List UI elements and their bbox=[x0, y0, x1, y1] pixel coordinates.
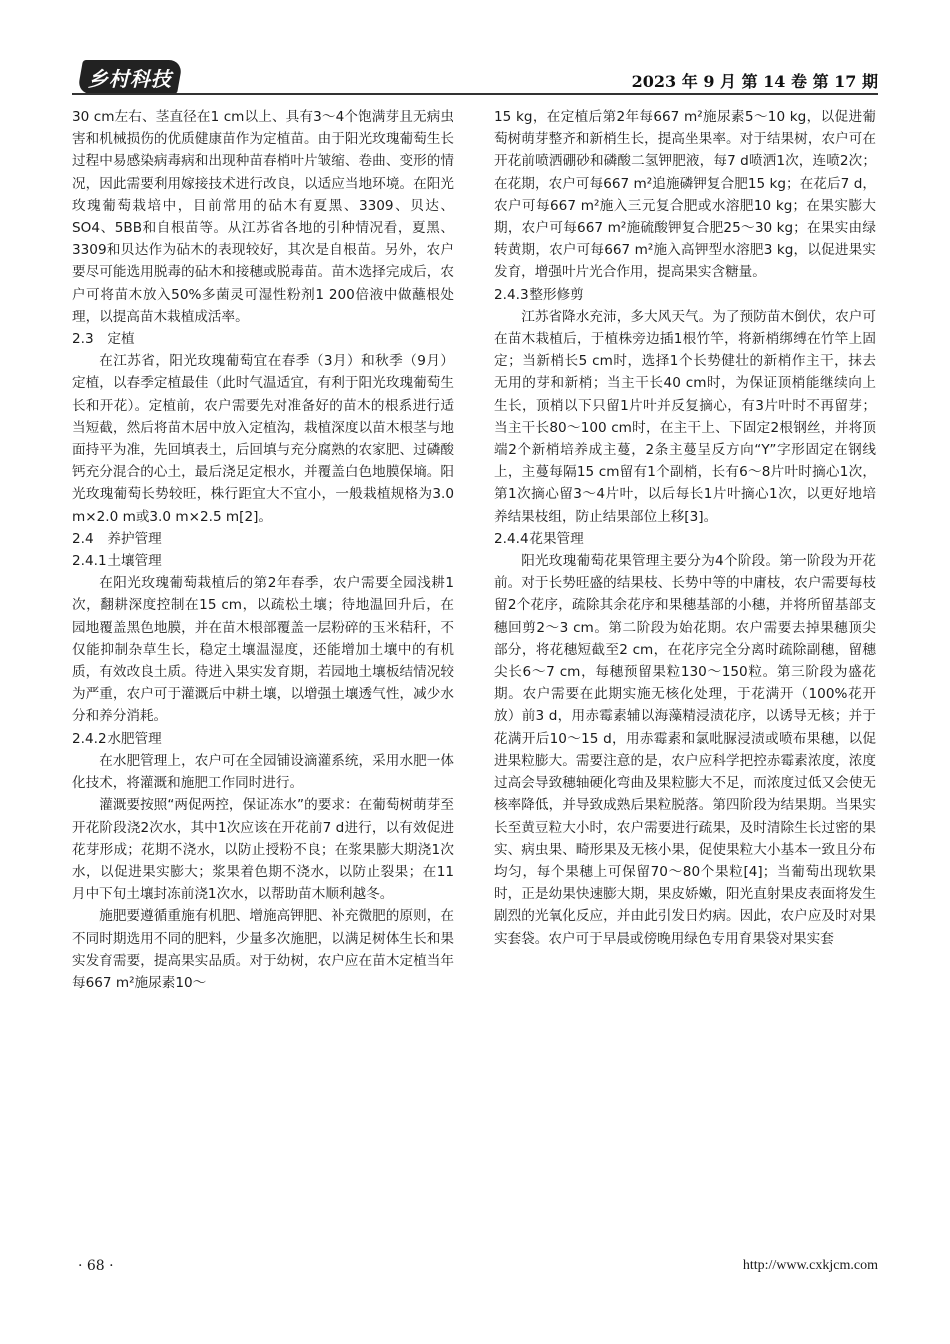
left-column bbox=[72, 106, 454, 994]
section-title: 养护管理 bbox=[107, 530, 162, 547]
section-title: 土壤管理 bbox=[107, 553, 162, 570]
right-column bbox=[494, 106, 876, 950]
section-heading bbox=[72, 528, 454, 550]
body-paragraph: 施肥要遵循重施有机肥、增施高钾肥、补充微肥的原则，在不同时期选用不同的肥料，少量多次施肥，以满足树体生长和果实发育需要，提高果实品质。对于幼树，农户应在苗木定植当年每667 m²施尿素10～ bbox=[72, 908, 454, 991]
body-paragraph: 15 kg，在定植后第2年每667 m²施尿素5～10 kg，以促进葡萄树萌芽整齐和新梢生长，提高坐果率。对于结果树，农户可在开花前喷洒硼砂和磷酸二氢钾肥液，每7 d喷洒1次，连喷2次；在花期，农户可每667 m²追施磷钾复合肥15 kg；在花后7 d，农户可每667 m²施入三元复合肥或水溶肥10 kg；在果实膨大期，农户可每667 m²施硫酸钾复合肥25～30 kg；在果实由绿转黄期，农户可每667 m²施入高钾型水溶肥3 kg，以促进果实发育，增强叶片光合作用，提高果实含糖量。 bbox=[494, 109, 876, 281]
journal-logo bbox=[77, 60, 183, 94]
body-paragraph: 在江苏省，阳光玫瑰葡萄宜在春季（3月）和秋季（9月）定植，以春季定植最佳（此时气温适宜，有利于阳光玫瑰葡萄生长和开花）。定植前，农户需要先对准备好的苗木的根系进行适当短截，然后将苗木居中放入定植沟，栽植深度以苗木根茎与地面持平为准，先回填表土，后回填与充分腐熟的农家肥、过磷酸钙充分混合的心土，最后浇足定根水，并覆盖白色地膜保墒。阳光玫瑰葡萄长势较旺，株行距宜大不宜小，一般栽植规格为3.0 m×2.0 m或3.0 m×2.5 m[2]。 bbox=[72, 353, 454, 525]
section-number: 2.4.2 bbox=[72, 730, 107, 747]
section-heading bbox=[72, 550, 454, 572]
section-number: 2.4.1 bbox=[72, 553, 107, 570]
section-number: 2.3 bbox=[72, 331, 94, 348]
body-paragraph: 阳光玫瑰葡萄花果管理主要分为4个阶段。第一阶段为开花前。对于长势旺盛的结果枝、长势中等的中庸枝，农户需要每枝留2个花序，疏除其余花序和果穗基部的小穗，并将所留基部支穗回剪2～3 cm。第二阶段为始花期。农户需要去掉果穗顶尖部分，将花穗短截至2 cm，在花序完全分离时疏除副穗，留穗尖长6～7 cm，每穗预留果粒130～150粒。第三阶段为盛花期。农户需要在此期实施无核化处理，于花满开（100%花开放）前3 d，用赤霉素辅以海藻精浸渍花序，以诱导无核；并于花满开后10～15 d，用赤霉素和氯吡脲浸渍或喷布果穗，以促进果粒膨大。需要注意的是，农户应科学把控赤霉素浓度，浓度过高会导致穗轴硬化弯曲及果粒膨大不足，而浓度过低又会使无核率降低，并导致成熟后果粒脱落。第四阶段为结果期。当果实长至黄豆粒大小时，农户需要进行疏果，及时清除生长过密的果实、病虫果、畸形果及无核小果，促使果粒大小基本一致且分布均匀，每个果穗上可保留70～80个果粒[4]；当葡萄出现软果时，正是幼果快速膨大期，果皮娇嫩，阳光直射果皮表面将发生剧烈的光氧化反应，并由此引发日灼病。因此，农户应及时对果实套袋。农户可于早晨或傍晚用绿色专用育果袋对果实套 bbox=[494, 553, 876, 947]
section-number: 2.4 bbox=[72, 530, 94, 547]
section-heading bbox=[494, 284, 876, 306]
section-number: 2.4.3 bbox=[494, 286, 529, 303]
section-number: 2.4.4 bbox=[494, 530, 529, 547]
header-divider bbox=[72, 93, 878, 95]
section-title: 花果管理 bbox=[529, 530, 584, 547]
body-paragraph: 在水肥管理上，农户可在全园铺设滴灌系统，采用水肥一体化技术，将灌溉和施肥工作同时进行。 bbox=[72, 752, 454, 792]
section-heading bbox=[494, 528, 876, 550]
section-title: 定植 bbox=[107, 331, 135, 348]
section-title: 水肥管理 bbox=[107, 730, 162, 747]
section-heading bbox=[72, 728, 454, 750]
body-paragraph: 江苏省降水充沛，多大风天气。为了预防苗木倒伏，农户可在苗木栽植后，于植株旁边插1根竹竿，将新梢绑缚在竹竿上固定；当新梢长5 cm时，选择1个长势健壮的新梢作主干，抹去无用的芽和新梢；当主干长40 cm时，为保证顶梢能继续向上生长，顶梢以下只留1片叶并反复摘心，有3片叶时不再留芽；当主干长80～100 cm时，在主干上、下固定2根钢丝，并将顶端2个新梢培养成主蔓，2条主蔓呈反方向“Y”字形固定在钢线上，主蔓每隔15 cm留有1个副梢，长有6～8片叶时摘心1次，第1次摘心留3～4片叶，以后每长1片叶摘心1次，以更好地培养结果枝组，防止结果部位上移[3]。 bbox=[494, 308, 876, 525]
body-paragraph: 在阳光玫瑰葡萄栽植后的第2年春季，农户需要全园浅耕1次，翻耕深度控制在15 cm，以疏松土壤；待地温回升后，在园地覆盖黑色地膜，并在苗木根部覆盖一层粉碎的玉米秸秆，不仅能抑制杂草生长，稳定土壤温湿度，还能增加土壤中的有机质，有效改良土质。待进入果实发育期，若园地土壤板结情况较为严重，农户可于灌溉后中耕土壤，以增强土壤透气性，减少水分和养分消耗。 bbox=[72, 575, 454, 725]
body-paragraph: 30 cm左右、茎直径在1 cm以上、具有3～4个饱满芽且无病虫害和机械损伤的优质健康苗作为定植苗。由于阳光玫瑰葡萄生长过程中易感染病毒病和出现种苗春梢叶片皱缩、卷曲、变形的情况，因此需要利用嫁接技术进行改良，以适应当地环境。在阳光玫瑰葡萄栽培中，目前常用的砧木有夏黑、3309、贝达、SO4、5BB和自根苗等。从江苏省各地的引种情况看，夏黑、3309和贝达作为砧木的表现较好，其次是自根苗。另外，农户要尽可能选用脱毒的砧木和接穗或脱毒苗。苗木选择完成后，农户可将苗木放入50%多菌灵可湿性粉剂1 200倍液中做蘸根处理，以提高苗木栽植成活率。 bbox=[72, 109, 454, 325]
issue-info: 2023 年 9 月 第 14 卷 第 17 期 bbox=[631, 72, 878, 91]
page-number: · 68 · bbox=[78, 1258, 114, 1274]
journal-logo-text: 乡村科技 bbox=[88, 66, 172, 91]
section-title: 整形修剪 bbox=[529, 286, 584, 303]
section-heading bbox=[72, 328, 454, 350]
journal-url[interactable]: http://www.cxkjcm.com bbox=[742, 1258, 878, 1273]
body-paragraph: 灌溉要按照“两促两控，保证冻水”的要求：在葡萄树萌芽至开花阶段浇2次水，其中1次应该在开花前7 d进行，以有效促进花芽形成；花期不浇水，以防止授粉不良；在浆果膨大期浇1次水，以促进果实膨大；浆果着色期不浇水，以防止裂果；在11月中下旬土壤封冻前浇1次水，以帮助苗木顺利越冬。 bbox=[72, 797, 454, 903]
